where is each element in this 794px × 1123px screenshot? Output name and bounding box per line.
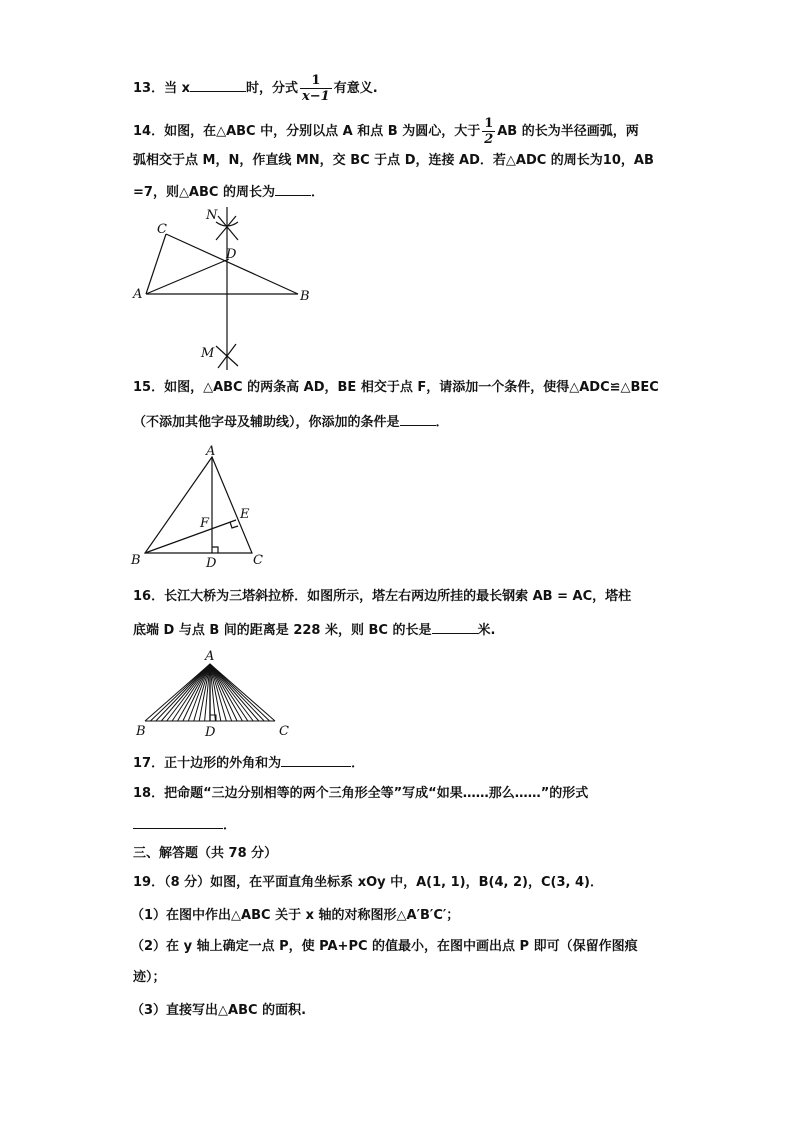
question-18: 18．把命题“三边分别相等的两个三角形全等”写成“如果……那么……”的形式	[133, 786, 589, 801]
label-b: B	[131, 553, 141, 568]
question-13: 13．当 x 时，分式 $\frac{1}{x-1}$ 有意义.	[133, 73, 378, 104]
cable	[161, 664, 210, 721]
question-17: 17．正十边形的外角和为 ．	[133, 752, 364, 774]
question-19-part-2: （2）在 y 轴上确定一点 P，使 PA+PC 的值最小，在图中画出点 P 即可（保留作图痕	[131, 939, 638, 954]
question-14-line-2: 弧相交于点 M，N，作直线 MN，交 BC 于点 D，连接 AD．若△ADC 的周长为10，AB	[133, 153, 654, 168]
label-a: A	[205, 649, 215, 664]
label-c: C	[279, 724, 289, 739]
question-16-line-2: 底端 D 与点 B 间的距离是 228 米，则 BC 的长是 米.	[133, 619, 495, 641]
question-18-answer: ．	[133, 814, 236, 836]
label-d: D	[226, 247, 237, 262]
label-b: B	[136, 724, 146, 739]
section-heading: 三、解答题（共 78 分）	[133, 846, 278, 861]
label-a: A	[133, 287, 143, 302]
right-angle-d	[212, 547, 218, 553]
cable	[167, 664, 210, 721]
label-d: D	[206, 556, 217, 571]
label-n: N	[206, 208, 218, 223]
altitude-be	[145, 520, 236, 553]
figure-q15	[145, 457, 252, 553]
label-e: E	[240, 507, 250, 522]
triangle-abc	[145, 457, 252, 553]
fraction-half: $\frac{1}{2}$	[484, 116, 494, 147]
cable	[210, 664, 259, 721]
label-d: D	[205, 725, 216, 740]
question-16-line-1: 16．长江大桥为三塔斜拉桥．如图所示，塔左右两边所挂的最长钢索 AB = AC，塔柱	[133, 589, 632, 604]
cable-fan	[145, 664, 275, 721]
figure-q16	[145, 664, 275, 721]
label-m: M	[201, 346, 215, 361]
fraction: $\frac{1}{x-1}$	[302, 73, 330, 104]
question-14-line-1: 14．如图，在△ABC 中，分别以点 A 和点 B 为圆心，大于 $\frac{1}{2}$ AB 的长为半径画弧，两	[133, 116, 639, 147]
label-a: A	[206, 444, 216, 459]
figure-q14	[146, 207, 298, 370]
question-19-part-1: （1）在图中作出△ABC 关于 x 轴的对称图形△A′B′C′；	[131, 908, 460, 923]
question-19-part-2-cont: 迹）；	[133, 970, 166, 985]
segment-cb	[166, 234, 298, 294]
question-19-part-3: （3）直接写出△ABC 的面积.	[131, 1003, 307, 1018]
label-c: C	[157, 222, 167, 237]
label-f: F	[200, 516, 210, 531]
segment-ac	[146, 234, 166, 294]
cable	[210, 664, 253, 721]
question-14-line-3: =7，则△ABC 的周长为 ．	[133, 181, 324, 203]
label-c: C	[253, 553, 263, 568]
label-b: B	[300, 289, 310, 304]
right-angle-e	[230, 522, 238, 528]
question-15-line-2: （不添加其他字母及辅助线），你添加的条件是 ．	[133, 411, 449, 433]
question-15-line-1: 15．如图，△ABC 的两条高 AD，BE 相交于点 F，请添加一个条件，使得△ADC≌△BEC	[133, 380, 659, 395]
segment-ad	[146, 259, 229, 294]
question-19: 19．（8 分）如图，在平面直角坐标系 xOy 中，A(1, 1)，B(4, 2)，C(3, 4)．	[133, 875, 603, 890]
